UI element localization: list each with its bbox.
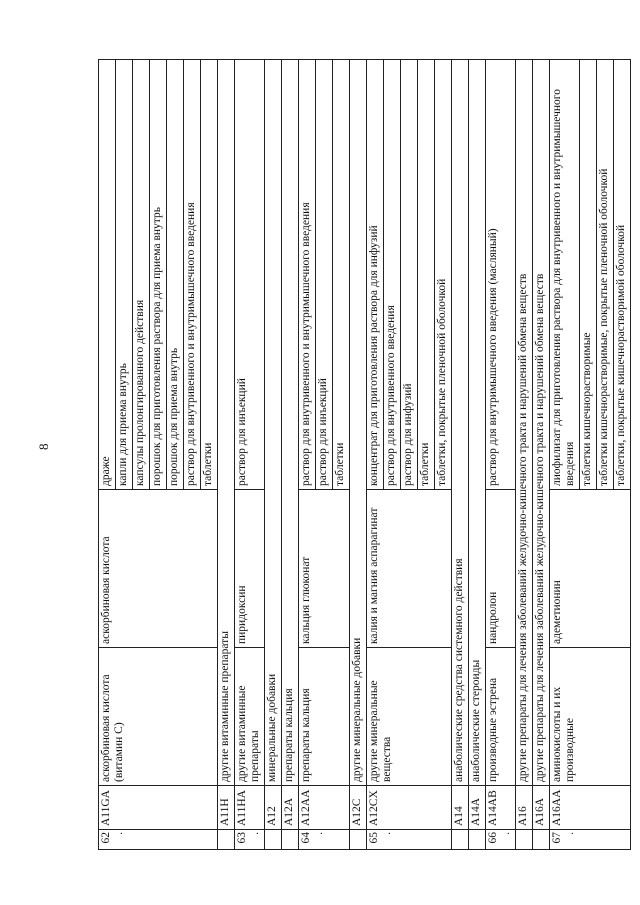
group-label-cell: препараты кальция — [282, 60, 299, 786]
atc-code-cell: A16AA — [550, 786, 631, 830]
atc-code-cell: A12A — [282, 786, 299, 830]
drug-table — [98, 59, 631, 850]
group-row — [516, 60, 533, 850]
dosage-form-cell: раствор для внутривенного и внутримышечного введения — [299, 60, 316, 490]
table-row — [99, 60, 116, 850]
group-row — [218, 60, 235, 850]
atc-code-cell: A12AA — [299, 786, 350, 830]
table-row — [486, 60, 516, 850]
row-number-cell: 64. — [299, 830, 350, 850]
group-cell: препараты кальция — [299, 648, 350, 786]
dosage-form-cell: капсулы пролонгированного действия — [133, 60, 150, 490]
dosage-form-cell: таблетки — [418, 60, 435, 490]
dosage-form-cell: раствор для инфузий — [401, 60, 418, 490]
atc-code-cell: A14 — [452, 786, 469, 830]
group-cell: другие минеральные вещества — [367, 648, 452, 786]
row-number-cell — [452, 830, 469, 850]
row-number-cell — [218, 830, 235, 850]
dosage-form-cell: порошок для приема внутрь — [167, 60, 184, 490]
rotated-table-area — [98, 60, 627, 850]
dosage-form-cell: лиофилизат для приготовления раствора для внутривенного и внутримышечного введения — [550, 60, 580, 490]
group-row — [282, 60, 299, 850]
atc-code-cell: A11HA — [235, 786, 265, 830]
row-number-cell — [533, 830, 550, 850]
atc-code-cell: A16 — [516, 786, 533, 830]
row-number-cell — [282, 830, 299, 850]
atc-code-cell: A11GA — [99, 786, 218, 830]
group-cell: аминокислоты и их производные — [550, 648, 631, 786]
atc-code-cell: A14AB — [486, 786, 516, 830]
table-row — [550, 60, 580, 850]
atc-code-cell: A14A — [469, 786, 486, 830]
row-number-cell: 62. — [99, 830, 218, 850]
dosage-form-cell: раствор для инъекций — [235, 60, 265, 490]
atc-code-cell: A16A — [533, 786, 550, 830]
group-row — [452, 60, 469, 850]
table-row — [367, 60, 384, 850]
dosage-form-cell: порошок для приготовления раствора для приема внутрь — [150, 60, 167, 490]
group-row — [350, 60, 367, 850]
row-number-cell: 66. — [486, 830, 516, 850]
dosage-form-cell: драже — [99, 60, 116, 490]
dosage-form-cell: концентрат для приготовления раствора для инфузий — [367, 60, 384, 490]
atc-code-cell: A12 — [265, 786, 282, 830]
group-cell: производные эстрена — [486, 648, 516, 786]
group-cell: другие витаминные препараты — [235, 648, 265, 786]
group-row — [533, 60, 550, 850]
group-label-cell: другие минеральные добавки — [350, 60, 367, 786]
row-number-cell — [516, 830, 533, 850]
dosage-form-cell: раствор для внутривенного и внутримышечного введения — [184, 60, 201, 490]
group-label-cell: другие препараты для лечения заболеваний желудочно-кишечного тракта и нарушений обмена веществ — [533, 60, 550, 786]
group-row — [265, 60, 282, 850]
inn-cell: пиридоксин — [235, 490, 265, 648]
atc-code-cell: A12CX — [367, 786, 452, 830]
table-row — [235, 60, 265, 850]
inn-cell: адеметионин — [550, 490, 631, 648]
row-number-cell: 67. — [550, 830, 631, 850]
table-row — [299, 60, 316, 850]
atc-code-cell: A12C — [350, 786, 367, 830]
row-number-cell — [350, 830, 367, 850]
group-label-cell: другие витаминные препараты — [218, 60, 235, 786]
group-label-cell: анаболические средства системного действия — [452, 60, 469, 786]
dosage-form-cell: таблетки кишечнорастворимые, покрытые пленочной оболочкой — [597, 60, 614, 490]
group-row — [469, 60, 486, 850]
row-number-cell: 63. — [235, 830, 265, 850]
inn-cell: кальция глюконат — [299, 490, 350, 648]
group-label-cell: анаболические стероиды — [469, 60, 486, 786]
atc-code-cell: A11H — [218, 786, 235, 830]
inn-cell: нандролон — [486, 490, 516, 648]
inn-cell: аскорбиновая кислота — [99, 490, 218, 648]
inn-cell: калия и магния аспарагинат — [367, 490, 452, 648]
dosage-form-cell: раствор для внутривенного введения — [384, 60, 401, 490]
dosage-form-cell: таблетки, покрытые кишечнорастворимой оболочкой — [614, 60, 631, 490]
dosage-form-cell: раствор для внутримышечного введения (масляный) — [486, 60, 516, 490]
dosage-form-cell: таблетки — [333, 60, 350, 490]
group-cell: аскорбиновая кислота (витамин С) — [99, 648, 218, 786]
group-label-cell: другие препараты для лечения заболеваний желудочно-кишечного тракта и нарушений обмена веществ — [516, 60, 533, 786]
dosage-form-cell: таблетки кишечнорастворимые — [580, 60, 597, 490]
dosage-form-cell: таблетки, покрытые пленочной оболочкой — [435, 60, 452, 490]
dosage-form-cell: таблетки — [201, 60, 218, 490]
row-number-cell: 65. — [367, 830, 452, 850]
group-label-cell: минеральные добавки — [265, 60, 282, 786]
row-number-cell — [469, 830, 486, 850]
row-number-cell — [265, 830, 282, 850]
dosage-form-cell: раствор для инъекций — [316, 60, 333, 490]
page-number: 8 — [36, 443, 51, 450]
dosage-form-cell: капли для приема внутрь — [116, 60, 133, 490]
